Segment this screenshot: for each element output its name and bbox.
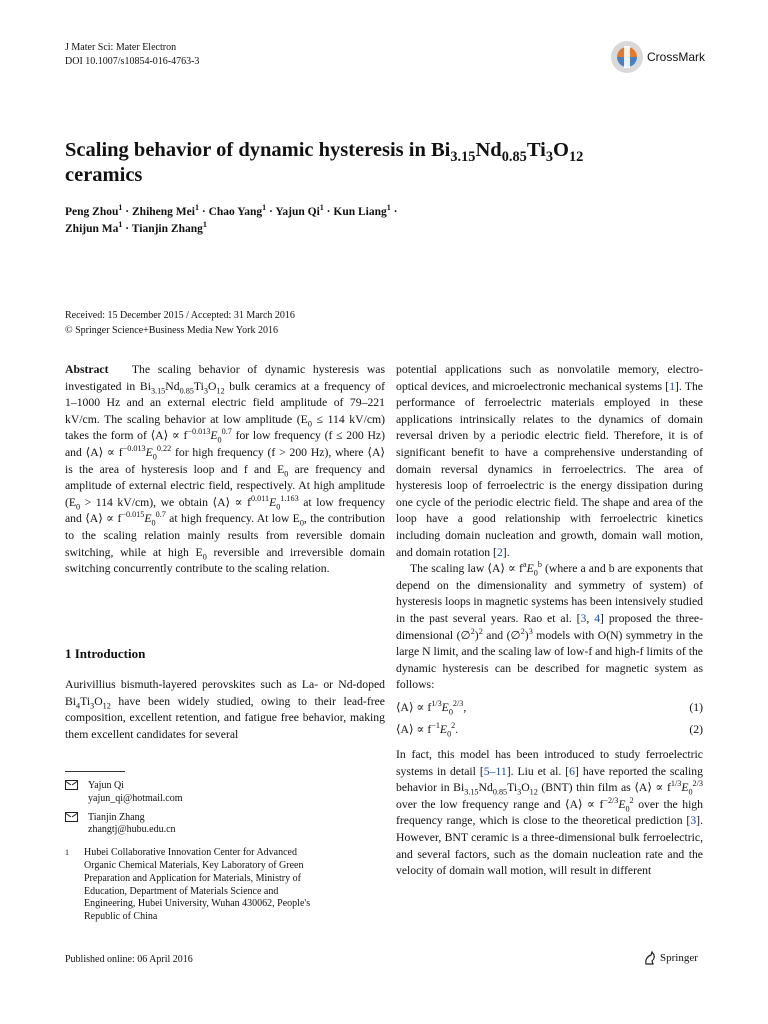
citation-link[interactable]: 2 [496,545,503,559]
intro-paragraph: Aurivillius bismuth-layered perovskites such as La- or Nd-doped $Bi_4Ti_3O_{12}$ have been widely studied, owing to their lead-free composition, excellent retention, and fatigue free behavior, making them excellent candidates for several [65,678,385,741]
right-column-text: potential applications such as nonvolatile memory, electro-optical devices, and microelectronic mechanical systems [1]. The performance of ferroelectric materials employed in these applications intrinsically relates to the dynamics of domain reversal driven by a periodic electric field. Therefore, it is of significant benefit to have a comprehensive understanding of domain reversal dynamics in ferroelectrics. The area of hysteresis loop of ferroelectric is the energy dissipation during one cycle of the periodic electric field. The shape and area of the loop have a good relationship with ferroelectric kinetics including domain nucleation and growth, domain wall motion, and domain rotation [2]. The scaling law ⟨A⟩ ∝ $f^aE_0^b$ (where a and b are exponents that depend on the dimensionality and symmetry of system) of hysteresis loops in magnetic systems has been intensively studied in the past several years. Rao et al. [3, 4] proposed the three-dimensional (∅$^2$)$^2$ and (∅$^2$)$^3$ models with O(N) symmetry in the large N limit, and the scaling law of low-f and high-f limits of the dynamic hysteresis can be described for magnetic system as follows: ⟨A⟩ ∝ $f^{1/3}E_0^{2/3}$, (1) ⟨A⟩ ∝ $f^{-1}E_0^2$. (2) In fact, this model has been introduced to study ferroelectric systems in detail [5–11]. Liu et al. [6] have reported the scaling behavior in $Bi_{3.15}Nd_{0.85}Ti_3O_{12}$ (BNT) thin film as ⟨A⟩ ∝ $f^{1/3}E_0^{2/3}$ over the low frequency range and ⟨A⟩ ∝ $f^{-2/3}E_0^2$ over the high frequency range, which is close to the theoretical prediction [3]. However, BNT ceramic is a three-dimensional bulk ferroelectric, and several factors, such as the domain nucleation rate and the velocity of domain wall motion, will result in different [396,363,704,878]
received-dates: Received: 15 December 2015 / Accepted: 31 March 2016 [65,310,295,321]
copyright: © Springer Science+Business Media New York 2016 [65,325,278,336]
citation-link[interactable]: 5–11 [483,764,507,778]
envelope-icon [65,812,78,822]
section-heading-introduction: 1 Introduction [65,646,146,661]
citation-link[interactable]: 6 [569,764,575,778]
footnote-divider [65,771,125,772]
equation-2: ⟨A⟩ ∝ $f^{-1}E_0^2$. (2) [396,721,703,739]
journal-name: J Mater Sci: Mater Electron [65,42,177,53]
abstract: Abstract The scaling behavior of dynamic hysteresis was investigated in $Bi_{3.15}Nd_{0.85}Ti_3O_{12}$ bulk ceramics at a frequency of 1–1000 Hz and an external electric field amplitude of 79–221 kV/cm. The scaling behavior at low amplitude ($E_0 \le 114$ kV/cm) takes the form of ⟨A⟩ ∝ $f^{-0.013}E_0^{0.7}$ for low frequency (f ≤ 200 Hz) and ⟨A⟩ ∝ $f^{-0.013}E_0^{0.22}$ for high frequency (f > 200 Hz), where ⟨A⟩ is the area of hysteresis loop and f and $E_0$ are frequency and amplitude of external electric field, respectively. At high amplitude ($E_0 > 114$ kV/cm), we obtain ⟨A⟩ ∝ $f^{0.011}E_0^{1.163}$ at low frequency and ⟨A⟩ ∝ $f^{-0.015}E_0^{0.7}$ at high frequency. At low $E_0$, the contribution to the scaling relation mainly results from reversible domain switching, while at high $E_0$ reversible and irreversible domain switching concurrently contribute to the scaling relation. [65,363,385,576]
doi: DOI 10.1007/s10854-016-4763-3 [65,56,200,67]
email-link[interactable]: zhangtj@hubu.edu.cn [88,824,176,836]
author-list: Peng Zhou$^1$ · Zhiheng Mei$^1$ · Chao Yang$^1$ · Yajun $Qi^1$ · Kun Liang$^1$ · Zhijun $Ma^1$ · Tianjin Zhang$^1$ [65,203,398,235]
equation-1: ⟨A⟩ ∝ $f^{1/3}E_0^{2/3}$, (1) [396,698,703,717]
email-link[interactable]: yajun_qi@hotmail.com [88,792,183,804]
crossmark-icon [609,39,645,75]
citation-link[interactable]: 3 [580,611,587,625]
citation-link[interactable]: 1 [669,379,676,393]
abstract-label: Abstract [65,363,109,376]
citation-link[interactable]: 3 [690,814,697,828]
affiliation: 1 Hubei Collaborative Innovation Center for Advanced Organic Chemical Materials, Key Laboratory of Green Preparation and Application for Materials, Ministry of Education, Department of Materials Science and Engineering, Hubei University, Wuhan 430062, People's Republic of China [65,847,311,923]
paper-title: Scaling behavior of dynamic hysteresis in $Bi_{3.15}Nd_{0.85}Ti_3O_{12}$ ceramics [65,139,584,186]
crossmark-logo[interactable]: CrossMark [609,39,705,75]
corresponding-authors: Yajun Qi yajun_qi@hotmail.com Tianjin Zhang zhangtj@hubu.edu.cn 1 Hubei Collaborative Innovation Center for Advanced Organic Chemical Materials, Key Laboratory of Green Preparation and Application for Materials, Ministry of Education, Department of Materials Science and Engineering, Hubei University, Wuhan 430062, People's Republic of China [65,780,385,924]
citation-link[interactable]: 4 [594,611,601,625]
published-date: Published online: 06 April 2016 [65,954,193,965]
envelope-icon [65,780,78,790]
springer-logo: Springer [643,950,698,966]
springer-horse-icon [643,950,657,966]
